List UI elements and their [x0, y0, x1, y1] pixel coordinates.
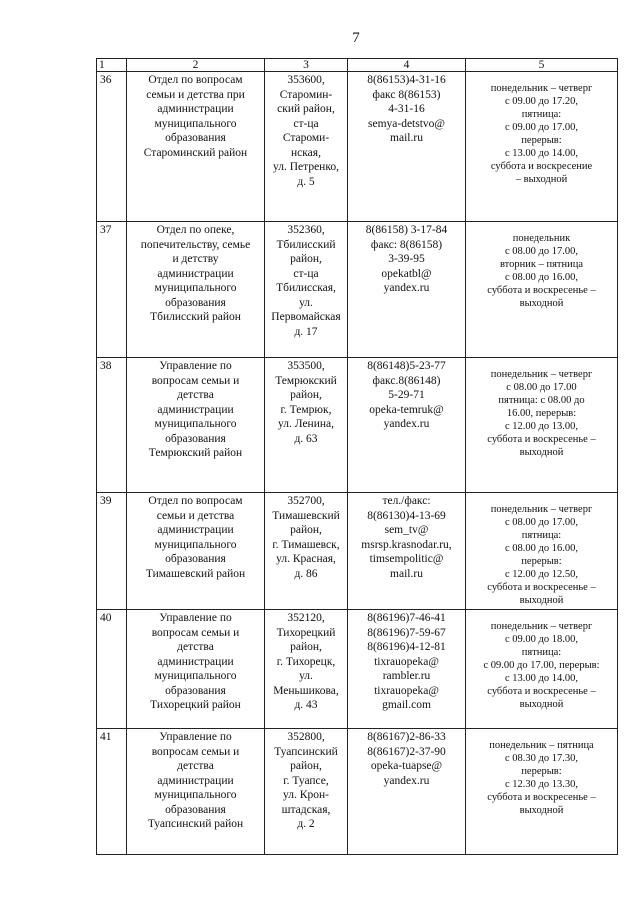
agency-contacts: 8(86148)5-23-77 факс.8(86148) 5-29-71 opeka-temruk@ yandex.ru	[348, 358, 466, 493]
agency-hours: понедельник – пятница с 08.30 до 17.30, перерыв: с 12.30 до 13.30, суббота и воскресенье – выходной	[466, 729, 618, 855]
agency-hours: понедельник – четверг с 08.00 до 17.00, пятница: с 08.00 до 16.00, перерыв: с 12.00 до 12.50, суббота и воскресенье – выходной	[466, 493, 618, 610]
agency-address: 352120, Тихорецкий район, г. Тихорецк, ул. Меньшикова, д. 43	[265, 610, 348, 729]
row-number: 41	[97, 729, 127, 855]
column-number-5: 5	[466, 59, 618, 72]
table-row	[97, 72, 618, 222]
page-number: 7	[352, 30, 360, 46]
agency-name: Отдел по вопросам семьи и детства при администрации муниципального образования Староминский район	[127, 72, 265, 222]
table-row	[97, 493, 618, 610]
row-number: 37	[97, 222, 127, 358]
agency-name: Управление по вопросам семьи и детства администрации муниципального образования Туапсинский район	[127, 729, 265, 855]
column-number-4: 4	[348, 59, 466, 72]
table-row	[97, 610, 618, 729]
agency-hours: понедельник – четверг с 09.00 до 18.00, пятница: с 09.00 до 17.00, перерыв: с 13.00 до 14.00, суббота и воскресенье – выходной	[466, 610, 618, 729]
agency-name: Управление по вопросам семьи и детства администрации муниципального образования Тихорецкий район	[127, 610, 265, 729]
agency-hours: понедельник – четверг с 08.00 до 17.00 пятница: с 08.00 до 16.00, перерыв: с 12.00 до 13.00, суббота и воскресенье – выходной	[466, 358, 618, 493]
agency-contacts: тел./факс: 8(86130)4-13-69 sem_tv@ msrsp.krasnodar.ru, timsempolitic@ mail.ru	[348, 493, 466, 610]
agency-hours: понедельник – четверг с 09.00 до 17.20, пятница: с 09.00 до 17.00, перерыв: с 13.00 до 14.00, суббота и воскресение – выходной	[466, 72, 618, 222]
agency-address: 353500, Темрюкский район, г. Темрюк, ул. Ленина, д. 63	[265, 358, 348, 493]
agency-name: Отдел по вопросам семьи и детства администрации муниципального образования Тимашевский район	[127, 493, 265, 610]
agency-address: 353600, Старомин- ский район, ст-ца Староми- нская, ул. Петренко, д. 5	[265, 72, 348, 222]
table-header-row	[97, 59, 618, 72]
agency-hours: понедельник с 08.00 до 17.00, вторник – пятница с 08.00 до 16.00, суббота и воскресенье – выходной	[466, 222, 618, 358]
agency-contacts: 8(86158) 3-17-84 факс: 8(86158) 3-39-95 opekatbl@ yandex.ru	[348, 222, 466, 358]
row-number: 36	[97, 72, 127, 222]
agencies-table	[96, 58, 618, 855]
agency-contacts: 8(86167)2-86-33 8(86167)2-37-90 opeka-tuapse@ yandex.ru	[348, 729, 466, 855]
agency-address: 352700, Тимашевский район, г. Тимашевск, ул. Красная, д. 86	[265, 493, 348, 610]
column-number-3: 3	[265, 59, 348, 72]
agency-address: 352360, Тбилисский район, ст-ца Тбилисская, ул. Первомайская д. 17	[265, 222, 348, 358]
agency-name: Отдел по опеке, попечительству, семье и детству администрации муниципального образования Тбилисский район	[127, 222, 265, 358]
row-number: 39	[97, 493, 127, 610]
table-row	[97, 729, 618, 855]
column-number-2: 2	[127, 59, 265, 72]
column-number-1: 1	[97, 59, 127, 72]
row-number: 38	[97, 358, 127, 493]
row-number: 40	[97, 610, 127, 729]
agency-address: 352800, Туапсинский район, г. Туапсе, ул. Крон- штадская, д. 2	[265, 729, 348, 855]
agency-contacts: 8(86196)7-46-41 8(86196)7-59-67 8(86196)4-12-81 tixrauopeka@ rambler.ru tixrauopeka@ gmail.com	[348, 610, 466, 729]
agency-contacts: 8(86153)4-31-16 факс 8(86153) 4-31-16 semya-detstvo@ mail.ru	[348, 72, 466, 222]
table-row	[97, 222, 618, 358]
agency-name: Управление по вопросам семьи и детства администрации муниципального образования Темрюкский район	[127, 358, 265, 493]
table-row	[97, 358, 618, 493]
